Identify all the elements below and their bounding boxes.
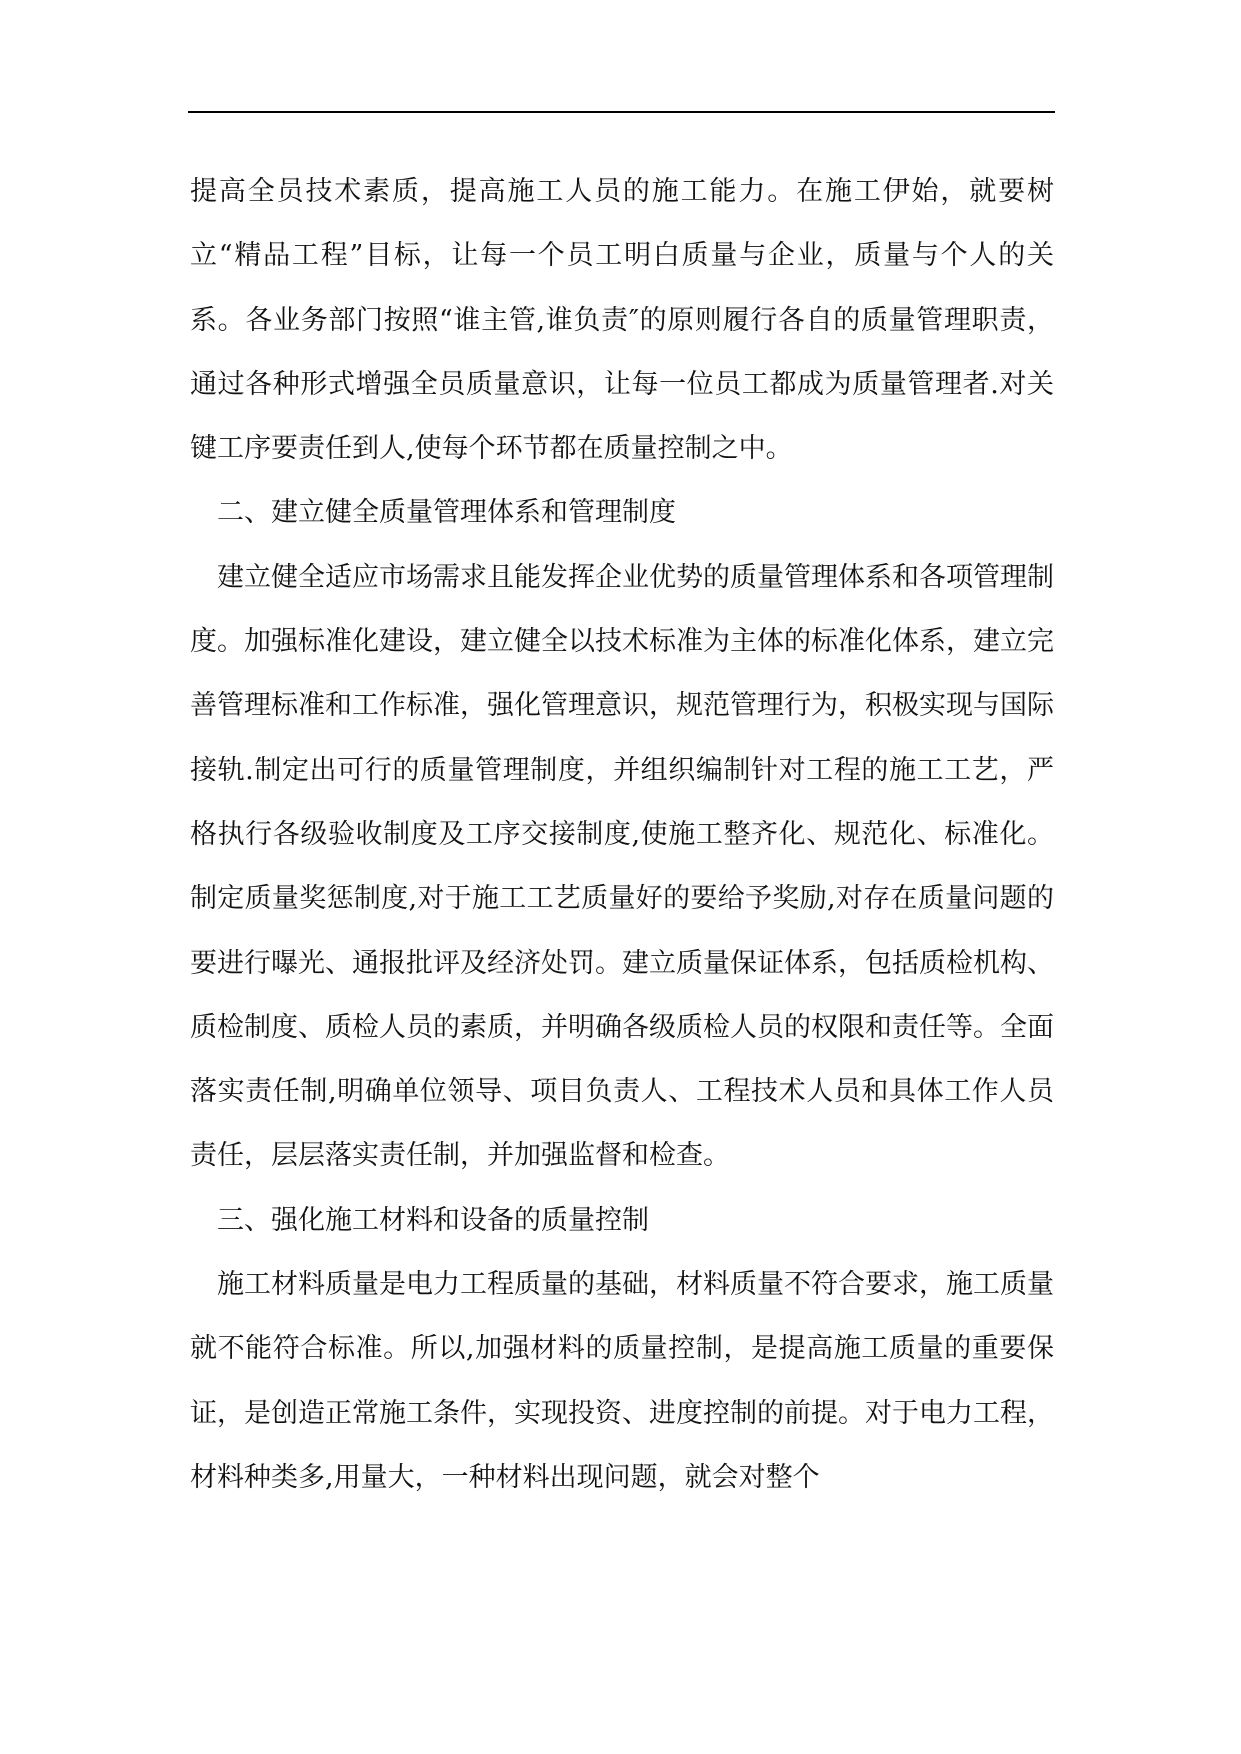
section-heading-2: 二、建立健全质量管理体系和管理制度: [217, 497, 676, 529]
header-rule: [188, 111, 1055, 113]
paragraph-3: 施工材料质量是电力工程质量的基础，材料质量不符合要求，施工质量就不能符合标准。所以,加强材料的质量控制，是提高施工质量的重要保证，是创造正常施工条件，实现投资、进度控制的前提。对于电力工程，材料种类多,用量大，一种材料出现问题，就会对整个: [190, 1269, 1054, 1493]
paragraph-1: 提高全员技术素质，提高施工人员的施工能力。在施工伊始，就要树立“精品工程”目标，让每一个员工明白质量与企业，质量与个人的关系。各业务部门按照“谁主管,谁负责″的原则履行各自的质量管理职责，通过各种形式增强全员质量意识，让每一位员工都成为质量管理者.对关键工序要责任到人,使每个环节都在质量控制之中。: [190, 176, 1054, 465]
section-heading-3: 三、强化施工材料和设备的质量控制: [217, 1204, 649, 1236]
paragraph-2: 建立健全适应市场需求且能发挥企业优势的质量管理体系和各项管理制度。加强标准化建设，建立健全以技术标准为主体的标准化体系，建立完善管理标准和工作标准，强化管理意识，规范管理行为，积极实现与国际接轨.制定出可行的质量管理制度，并组织编制针对工程的施工工艺，严格执行各级验收制度及工序交接制度,使施工整齐化、规范化、标准化。制定质量奖惩制度,对于施工工艺质量好的要给予奖励,对存在质量问题的要进行曝光、通报批评及经济处罚。建立质量保证体系，包括质检机构、质检制度、质检人员的素质，并明确各级质检人员的权限和责任等。全面落实责任制,明确单位领导、项目负责人、工程技术人员和具体工作人员责任，层层落实责任制，并加强监督和检查。: [190, 561, 1054, 1172]
document-body: [190, 160, 1054, 1510]
